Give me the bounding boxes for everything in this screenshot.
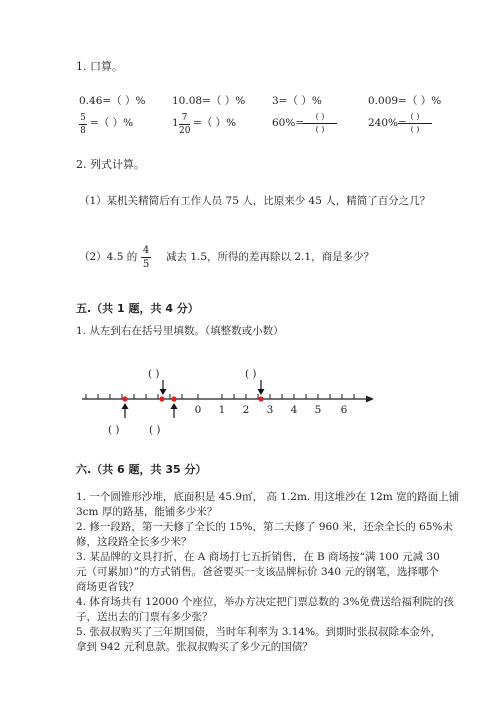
q1-fraction-c: ( ) ( ) — [303, 112, 337, 135]
q1-item-1: 0.46=（ ）% — [79, 95, 146, 107]
q1-fraction-b: 7 20 — [179, 113, 191, 136]
sec6-line-4: 修，这段路全长多少米？ — [76, 536, 192, 548]
q2-problem-2-lead: （2）4.5 的 — [79, 251, 138, 263]
tick-label-5: 5 — [314, 404, 322, 416]
sec6-line-5: 3. 某品牌的文具打折，在 A 商场打七五折销售，在 B 商场按“满 100 元减 30 — [76, 551, 440, 563]
tick-label-2: 2 — [242, 404, 250, 416]
tick-label-3: 3 — [266, 404, 274, 416]
q1-fraction-d: ( ) ( ) — [398, 112, 432, 135]
q1-fraction-a: 5 8 — [80, 113, 86, 136]
up-arrow-1 — [122, 403, 129, 418]
number-line-arrowhead — [366, 396, 374, 403]
q1-heading: 1. 口算。 — [76, 60, 123, 73]
sec6-line-1: 1. 一个圆锥形沙堆，底面积是 45.9㎡， 高 1.2m. 用这堆沙在 12m 宽的路面上铺 — [76, 491, 460, 503]
q1-item-8-lead: 240%= — [368, 117, 407, 129]
q1-item-6-tail: =（ ）% — [193, 117, 237, 129]
q1-item-5-tail: =（ ）% — [90, 117, 134, 129]
q1-item-3: 3=（ ）% — [272, 95, 322, 107]
q1-item-2: 10.08=（ ）% — [172, 95, 246, 107]
answer-blank-top-2[interactable]: ( ) — [245, 368, 257, 380]
q2-fraction: 4 5 — [142, 245, 150, 270]
answer-blank-bottom-1[interactable]: ( ) — [108, 424, 120, 436]
marker-point-3 — [171, 396, 176, 401]
sec6-line-3: 2. 修一段路，第一天修了全长的 15%，第二天修了 960 米，还余全长的 65%未 — [76, 521, 453, 533]
sec6-line-9: 子，送出去的门票有多少张？ — [76, 611, 213, 623]
up-arrow-2 — [171, 403, 178, 418]
answer-blank-top-1[interactable]: ( ) — [148, 368, 160, 380]
tick-label-1: 1 — [218, 404, 226, 416]
q1-item-4: 0.009=（ ）% — [368, 95, 442, 107]
sec6-line-7: 商场更省钱？ — [76, 581, 139, 593]
down-arrow-2 — [258, 380, 265, 395]
sec6-line-2: 3cm 厚的路基，能铺多少米？ — [76, 506, 218, 518]
q1-item-7-lead: 60%= — [272, 117, 305, 129]
tick-label-0: 0 — [194, 404, 202, 416]
section-5-question: 1. 从左到右在括号里填数。（填整数或小数） — [76, 325, 284, 337]
q2-heading: 2. 列式计算。 — [76, 158, 145, 171]
down-arrow-1 — [160, 380, 167, 395]
marker-point-4 — [258, 396, 263, 401]
sec6-line-11: 拿到 942 元利息款。张叔叔购买了多少元的国债？ — [76, 641, 313, 653]
section-6-title: 六.（共 6 题，共 35 分） — [76, 463, 207, 476]
tick-label-4: 4 — [290, 404, 298, 416]
tick-label-6: 6 — [340, 404, 348, 416]
q2-problem-1: （1）某机关精简后有工作人员 75 人，比原来少 45 人，精简了百分之几？ — [79, 195, 431, 207]
marker-point-2 — [159, 396, 164, 401]
marker-point-1 — [122, 396, 127, 401]
sec6-line-6: 元（可累加）”的方式销售。爸爸要买一支该品牌标价 340 元的钢笔，选择哪个 — [76, 566, 439, 578]
q1-mixed-whole: 1 — [172, 117, 179, 129]
answer-blank-bottom-2[interactable]: ( ) — [149, 424, 161, 436]
q2-problem-2-tail: 减去 1.5，所得的差再除以 2.1，商是多少？ — [166, 251, 375, 263]
section-5-title: 五.（共 1 题，共 4 分） — [76, 302, 199, 315]
sec6-line-8: 4. 体育场共有 12000 个座位，举办方决定把门票总数的 3%免费送给福利院的孩 — [76, 596, 454, 608]
sec6-line-10: 5. 张叔叔购买了三年期国债，当时年利率为 3.14%。到期时张叔叔除本金外， — [76, 626, 442, 638]
